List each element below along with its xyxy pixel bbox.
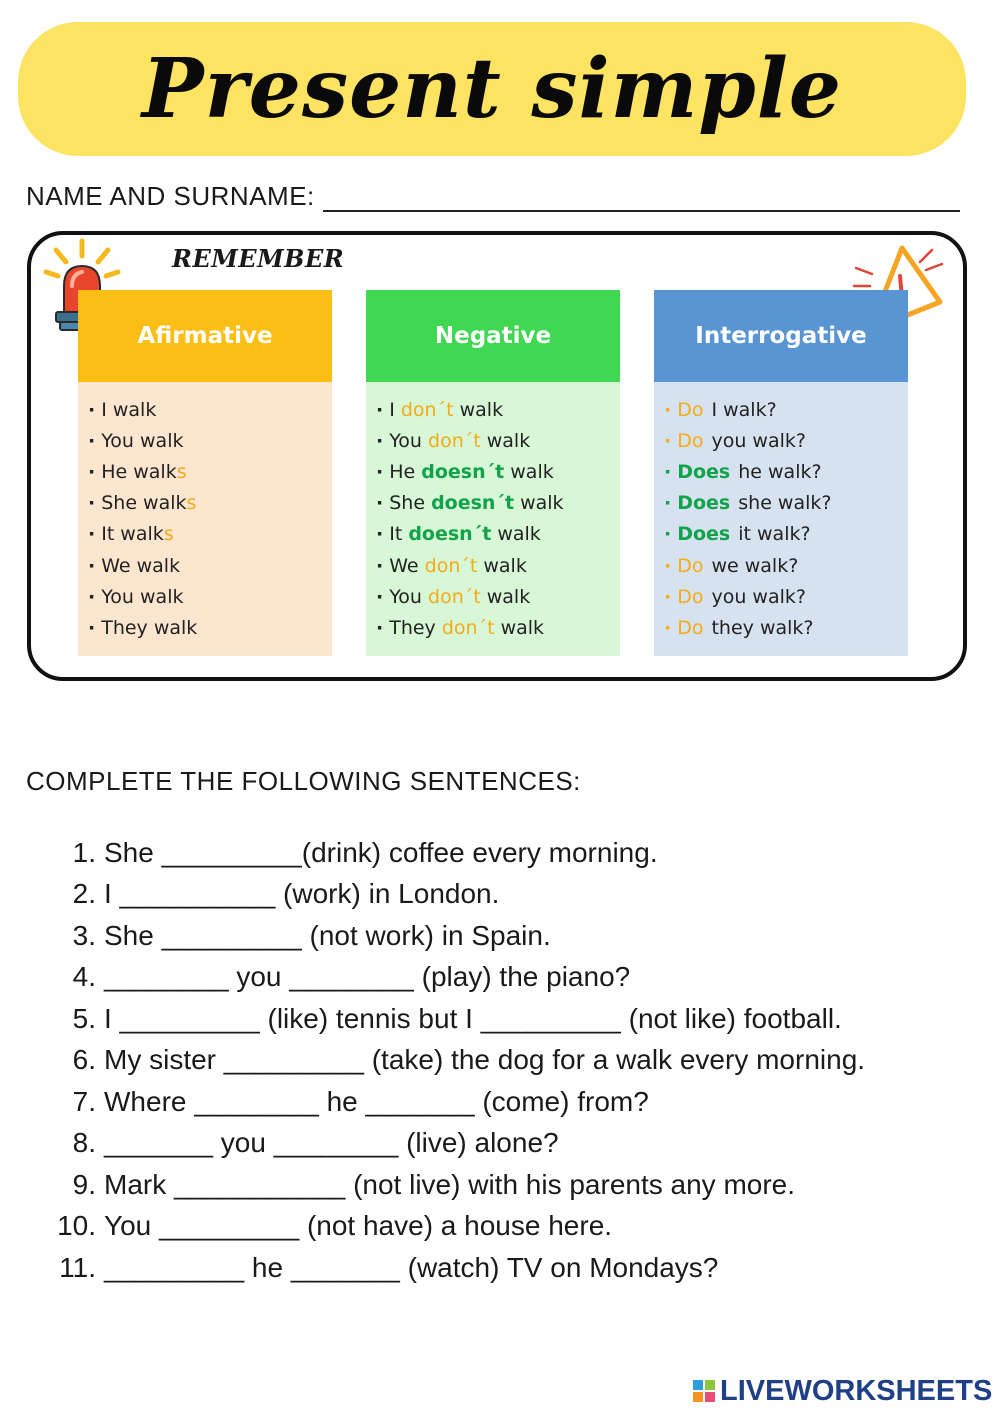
list-item: · He walk s [88,460,187,483]
sentence-item[interactable]: 11. _________ he _______ (watch) TV on Mondays? [59,1251,719,1283]
sentence-item[interactable]: 6. My sister _________ (take) the dog for a walk every morning. [72,1044,866,1076]
list-item: · We walk [88,554,181,577]
list-item: · You walk [88,429,184,452]
brand-name: LIVEWORKSHEETS [720,1374,993,1407]
list-item: · We don´t walk [376,554,527,577]
list-item: · I walk [88,398,157,421]
sentence-item[interactable]: 1. She _________(drink) coffee every morning. [72,836,658,868]
negative-column [366,290,620,656]
interrogative-heading: Interrogative [654,290,908,382]
sentence-item[interactable]: 7. Where ________ he _______ (come) from? [72,1085,649,1117]
list-item: · She doesn´t walk [376,492,564,515]
list-item: · Do they walk? [664,616,814,639]
sentence-item[interactable]: 3. She _________ (not work) in Spain. [72,919,551,951]
sentence-item[interactable]: 10. You _________ (not have) a house here. [57,1210,613,1242]
sentence-item[interactable]: 2. I __________ (work) in London. [72,878,500,910]
liveworksheets-logo-icon [692,1379,716,1403]
negative-heading: Negative [366,290,620,382]
title-banner [18,22,966,156]
page-title: Present simple [141,41,843,137]
exercise-heading: COMPLETE THE FOLLOWING SENTENCES: [26,766,581,796]
list-item: · It doesn´t walk [376,523,541,546]
list-item: · I don´t walk [376,398,504,421]
list-item: · It walk s [88,523,174,546]
list-item: · Do we walk? [664,554,799,577]
list-item: · You don´t walk [376,429,531,452]
sentence-item[interactable]: 4. ________ you ________ (play) the piano? [72,961,631,993]
list-item: · Do I walk? [664,398,777,421]
list-item: · She walk s [88,492,197,515]
affirmative-column [78,290,332,656]
sentence-item[interactable]: 5. I _________ (like) tennis but I _________ (not like) football. [72,1002,842,1034]
name-answer-line[interactable] [323,184,960,212]
sentence-item[interactable]: 8. _______ you ________ (live) alone? [72,1127,559,1159]
list-item: · Does it walk? [664,523,811,546]
interrogative-list [654,382,908,656]
negative-list [366,382,620,656]
interrogative-column [654,290,908,656]
affirmative-list [78,382,332,656]
list-item: · They walk [88,616,198,639]
list-item: · Does she walk? [664,492,832,515]
liveworksheets-brand[interactable] [692,1374,992,1408]
remember-title: REMEMBER [172,244,345,273]
list-item: · They don´t walk [376,616,545,639]
list-item: · Do you walk? [664,429,806,452]
sentence-item[interactable]: 9. Mark ___________ (not live) with his parents any more. [72,1168,796,1200]
name-label: NAME AND SURNAME: [26,181,315,211]
list-item: · Do you walk? [664,585,806,608]
sentence-list [40,832,990,1289]
list-item: · You walk [88,585,184,608]
list-item: · You don´t walk [376,585,531,608]
list-item: · Does he walk? [664,460,822,483]
affirmative-heading: Afirmative [78,290,332,382]
list-item: · He doesn´t walk [376,460,554,483]
name-row [26,176,960,212]
